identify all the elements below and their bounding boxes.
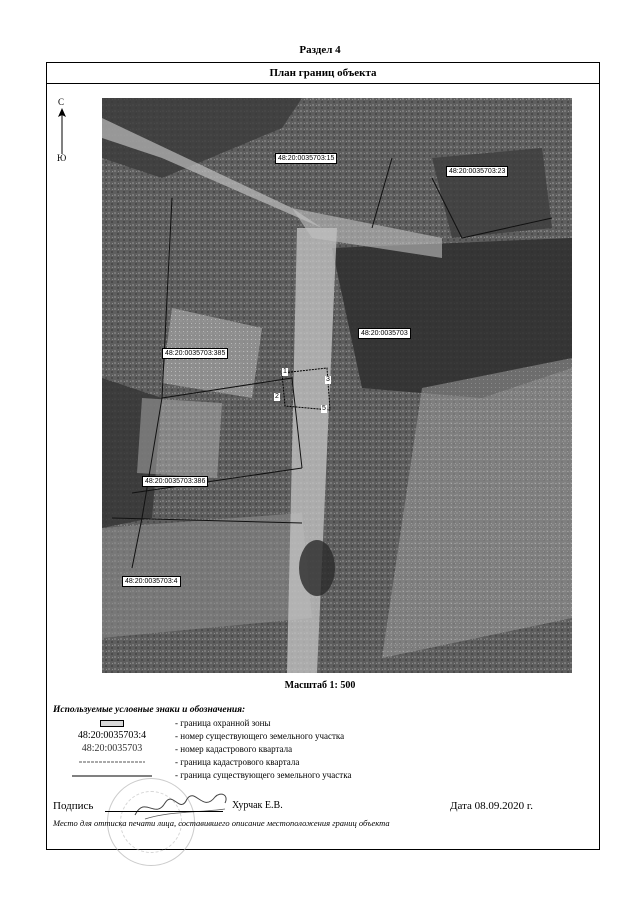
legend-desc: - номер кадастрового квартала <box>175 744 293 754</box>
parcel-label: 48:20:0035703:385 <box>162 348 228 359</box>
legend-desc: - граница кадастрового квартала <box>175 757 300 767</box>
plan-title: План границ объекта <box>46 62 600 84</box>
legend-symbol-parcel: 48:20:0035703:4 <box>77 730 147 741</box>
north-label: С <box>58 97 65 107</box>
aerial-map <box>102 98 572 673</box>
legend-desc: - граница охранной зоны <box>175 718 271 728</box>
legend-item <box>53 769 593 781</box>
zone-boundary-icon <box>100 720 124 727</box>
quarter-label: 48:20:0035703 <box>358 328 411 339</box>
legend-symbol-quarter: 48:20:0035703 <box>81 743 143 754</box>
boundary-point: 5 <box>322 405 326 412</box>
quarter-boundary-icon <box>77 756 147 768</box>
section-heading: Раздел 4 <box>299 44 341 56</box>
parcel-label: 48:20:0035703:4 <box>122 576 181 587</box>
legend-desc: - номер существующего земельного участка <box>175 731 345 741</box>
legend-item <box>53 717 593 729</box>
boundary-point: 3 <box>326 376 330 383</box>
legend-item <box>53 743 593 755</box>
map-scale: Масштаб 1: 500 <box>284 680 356 691</box>
signer-name: Хурчак Е.В. <box>232 800 283 811</box>
signature-line <box>105 811 223 812</box>
legend-symbol-zone <box>53 717 171 729</box>
stamp-place-note: Место для оттиска печати лица, составившего описание местоположения границ объекта <box>53 818 390 828</box>
legend-item <box>53 730 593 742</box>
legend-desc: - граница существующего земельного участка <box>175 770 352 780</box>
north-arrow <box>51 97 73 167</box>
signature-label: Подпись <box>53 800 94 812</box>
legend-title: Используемые условные знаки и обозначения: <box>53 705 246 715</box>
signature-row <box>53 800 553 814</box>
north-arrow-icon <box>55 108 69 154</box>
signature-date: Дата 08.09.2020 г. <box>450 800 533 812</box>
boundary-point: 1 <box>283 368 287 375</box>
boundary-point: 2 <box>275 393 279 400</box>
legend-item <box>53 756 593 768</box>
parcel-label: 48:20:0035703:23 <box>446 166 508 177</box>
parcel-label: 48:20:0035703:386 <box>142 476 208 487</box>
parcel-label: 48:20:0035703:15 <box>275 153 337 164</box>
south-label: Ю <box>57 153 67 163</box>
